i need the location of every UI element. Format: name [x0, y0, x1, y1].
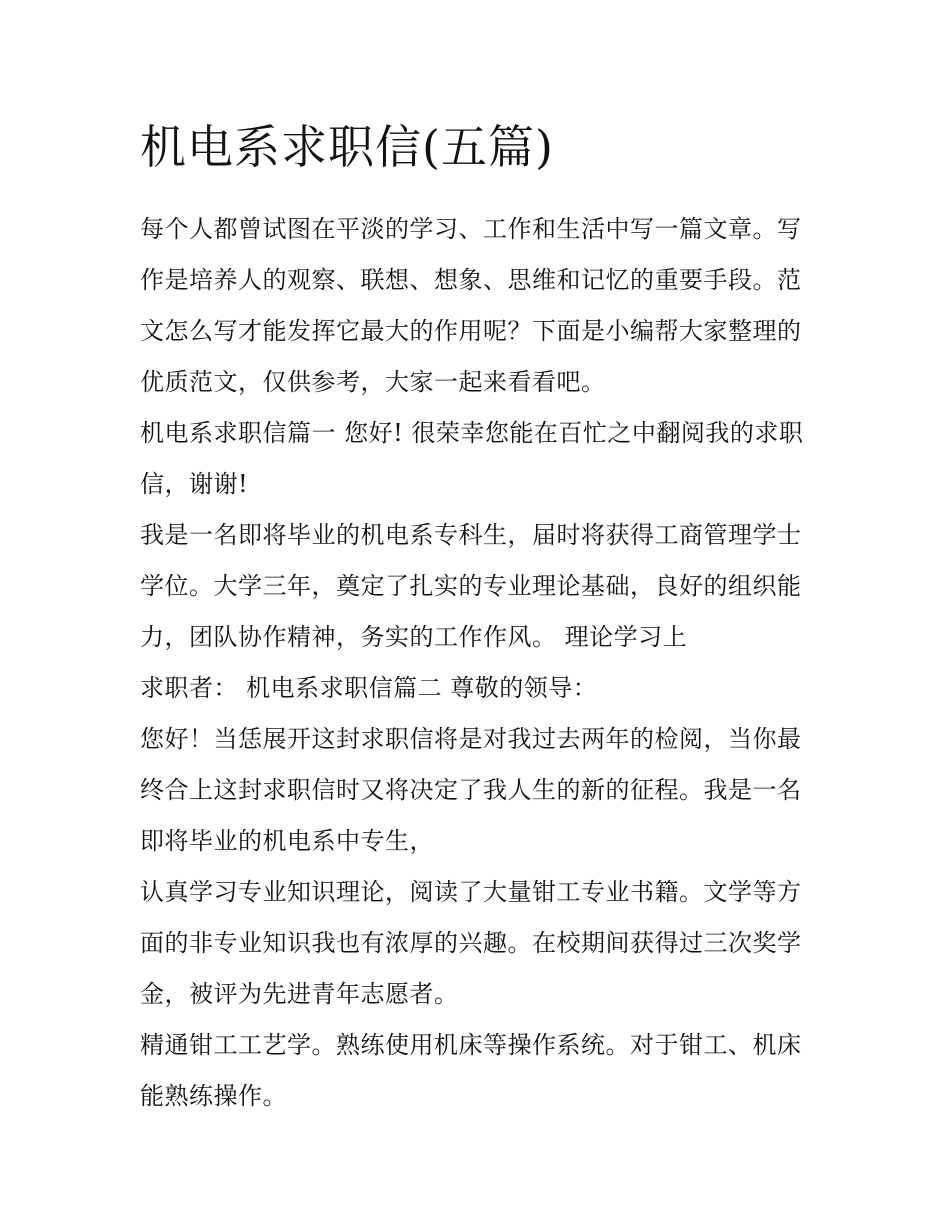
paragraph-intro: 每个人都曾试图在平淡的学习、工作和生活中写一篇文章。写作是培养人的观察、联想、想象、思维和记忆的重要手段。范文怎么写才能发挥它最大的作用呢？下面是小编帮大家整理的优质范文，仅供参考，大家一起来看看吧。 — [140, 215, 802, 396]
paragraph-letter-one-body: 我是一名即将毕业的机电系专科生，届时将获得工商管理学士学位。大学三年，奠定了扎实的专业理论基础，良好的组织能力，团队协作精神，务实的工作作风。 理论学习上 — [140, 521, 802, 651]
paragraph-letter-one-greeting: 机电系求职信篇一 您好! 很荣幸您能在百忙之中翻阅我的求职信，谢谢! — [140, 419, 804, 498]
paragraph-letter-two-study: 认真学习专业知识理论，阅读了大量钳工专业书籍。文学等方面的非专业知识我也有浓厚的兴趣。在校期间获得过三次奖学金，被评为先进青年志愿者。 — [140, 878, 802, 1008]
paragraph-letter-two-skills: 精通钳工工艺学。熟练使用机床等操作系统。对于钳工、机床能熟练操作。 — [140, 1031, 802, 1110]
document-page — [140, 112, 812, 1122]
document-title: 机电系求职信(五篇) — [140, 120, 554, 174]
paragraph-letter-two-heading: 求职者： 机电系求职信篇二 尊敬的领导： — [140, 674, 598, 702]
paragraph-letter-two-opening: 您好！当恁展开这封求职信将是对我过去两年的检阅，当你最终合上这封求职信时又将决定了我人生的新的征程。我是一名即将毕业的机电系中专生， — [140, 725, 802, 855]
